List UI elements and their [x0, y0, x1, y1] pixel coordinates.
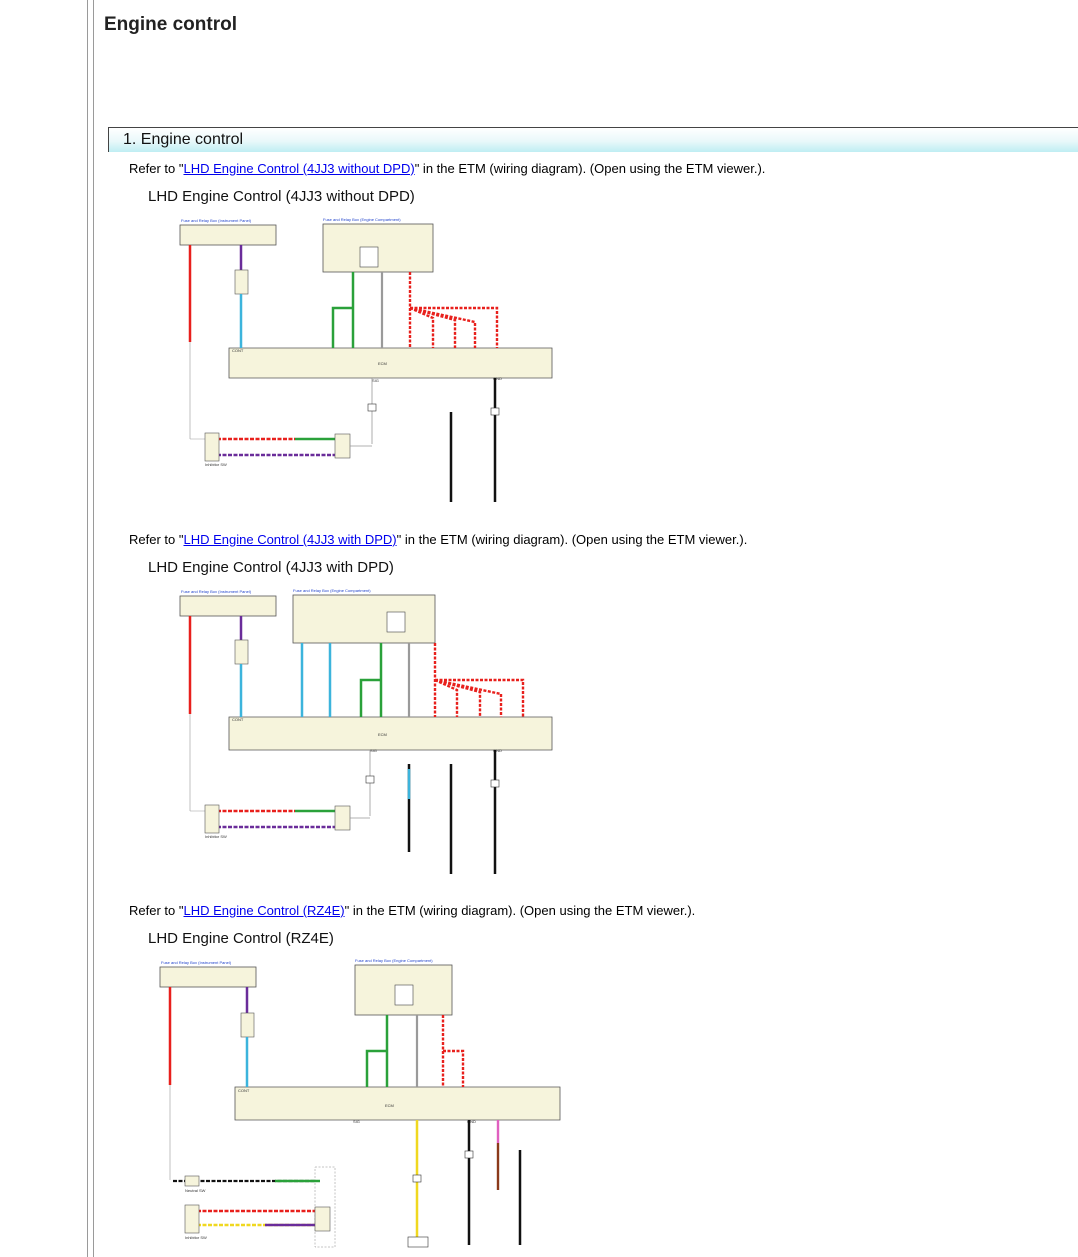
svg-text:Fuse and Relay Box (Engine Com: Fuse and Relay Box (Engine Compartment) — [355, 958, 433, 963]
svg-text:SIG: SIG — [353, 1119, 360, 1124]
ecm-label: ECM — [378, 361, 387, 366]
fuse-box-panel-label: Fuse and Relay Box (Instrument Panel) — [181, 218, 252, 223]
svg-text:SIG: SIG — [372, 378, 379, 383]
section-heading-text: 1. Engine control — [123, 131, 244, 148]
diagram-title-3: LHD Engine Control (RZ4E) — [148, 930, 334, 947]
refer-line-1: Refer to "LHD Engine Control (4JJ3 without DPD)" in the ETM (wiring diagram). (Open using the ETM viewer.). — [129, 161, 766, 176]
wiring-diagram-4jj3-with-dpd[interactable] — [175, 584, 560, 886]
inhibitor-sw-label: Inhibitor SW — [205, 462, 227, 467]
wiring-diagram-4jj3-without-dpd[interactable] — [175, 212, 560, 514]
svg-text:Inhibitor SW: Inhibitor SW — [205, 834, 227, 839]
svg-text:GND: GND — [493, 748, 502, 753]
diagram-title-1: LHD Engine Control (4JJ3 without DPD) — [148, 188, 415, 205]
svg-text:CONT: CONT — [232, 348, 244, 353]
wiring-diagram-rz4e[interactable] — [155, 955, 565, 1257]
svg-text:ECM: ECM — [378, 732, 387, 737]
svg-text:Inhibitor SW: Inhibitor SW — [185, 1235, 207, 1240]
svg-text:Fuse and Relay Box (Instrument: Fuse and Relay Box (Instrument Panel) — [181, 589, 252, 594]
svg-text:CONT: CONT — [238, 1088, 250, 1093]
fuse-box-engine-label: Fuse and Relay Box (Engine Compartment) — [323, 217, 401, 222]
svg-text:ECM: ECM — [385, 1103, 394, 1108]
section-header — [108, 127, 1078, 152]
svg-text:Fuse and Relay Box (Engine Com: Fuse and Relay Box (Engine Compartment) — [293, 588, 371, 593]
svg-text:GND: GND — [467, 1119, 476, 1124]
svg-text:CONT: CONT — [232, 717, 244, 722]
etm-link-rz4e[interactable]: LHD Engine Control (RZ4E) — [183, 903, 345, 918]
svg-text:GND: GND — [493, 376, 502, 381]
page-title: Engine control — [104, 14, 237, 35]
refer-line-3: Refer to "LHD Engine Control (RZ4E)" in the ETM (wiring diagram). (Open using the ETM viewer.). — [129, 903, 696, 918]
diagram-title-2: LHD Engine Control (4JJ3 with DPD) — [148, 559, 394, 576]
refer-line-2: Refer to "LHD Engine Control (4JJ3 with DPD)" in the ETM (wiring diagram). (Open using the ETM viewer.). — [129, 532, 748, 547]
neutral-sw-label: Neutral SW — [185, 1188, 206, 1193]
svg-text:Fuse and Relay Box (Instrument: Fuse and Relay Box (Instrument Panel) — [161, 960, 232, 965]
svg-text:SIG: SIG — [370, 748, 377, 753]
etm-link-4jj3-without-dpd[interactable]: LHD Engine Control (4JJ3 without DPD) — [183, 161, 415, 176]
etm-link-4jj3-with-dpd[interactable]: LHD Engine Control (4JJ3 with DPD) — [183, 532, 397, 547]
left-nav-rail — [0, 0, 94, 1257]
